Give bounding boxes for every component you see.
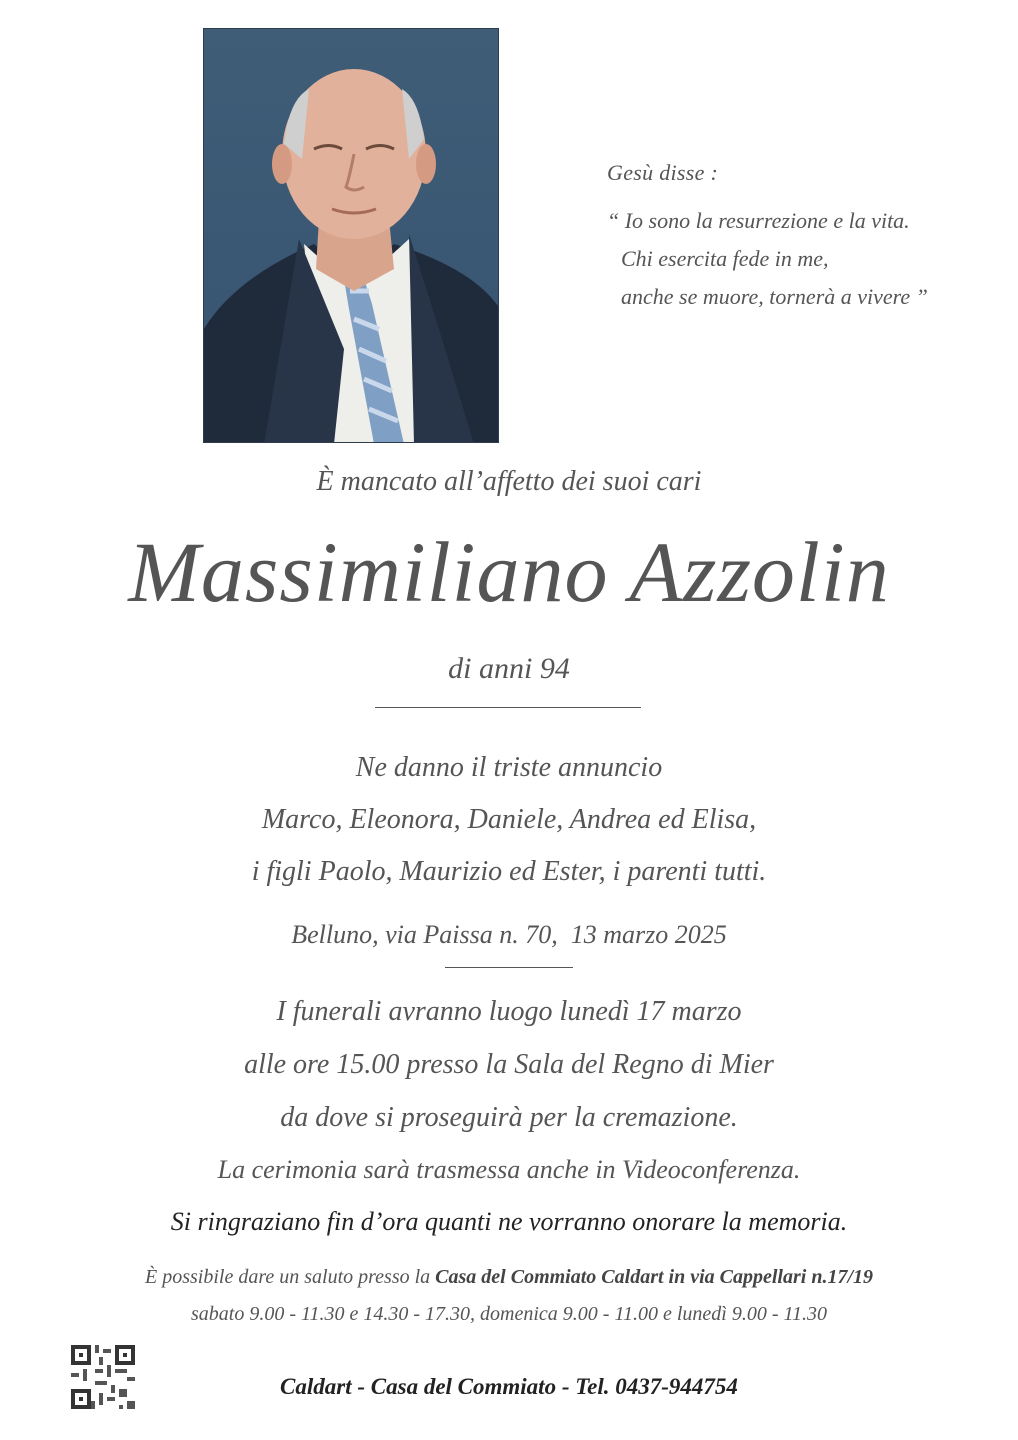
quote-line: “ Io sono la resurrezione e la vita. [607,208,910,233]
funeral-details [0,985,1018,1144]
funeral-line: I funerali avranno luogo lunedì 17 marzo [276,996,742,1027]
visit-prefix: È possibile dare un saluto presso la [144,1266,436,1288]
footer-contact: Caldart - Casa del Commiato - Tel. 0437-944754 [280,1374,738,1399]
funeral-line: da dove si proseguirà per la cremazione. [280,1102,738,1133]
announcement-line: i figli Paolo, Maurizio ed Ester, i parenti tutti. [251,856,767,887]
bible-quote [607,160,997,316]
video-note: La cerimonia sarà trasmessa anche in Videoconferenza. [217,1155,801,1184]
thanks-text: Si ringraziano fin d’ora quanti ne vorranno onorare la memoria. [170,1207,848,1236]
portrait-illustration [204,29,499,443]
visit-location: Casa del Commiato Caldart in via Cappellari n.17/19 [435,1266,873,1288]
quote-line: Chi esercita fede in me, [621,246,829,271]
visit-info [0,1266,1018,1289]
announcement-line: Ne danno il triste annuncio [355,752,663,783]
deceased-age: di anni 94 [448,652,570,685]
quote-line: anche se muore, tornerà a vivere ” [621,284,928,309]
place-date: Belluno, via Paissa n. 70, 13 marzo 2025 [291,920,727,949]
announcement-line: Marco, Eleonora, Daniele, Andrea ed Elisa, [261,804,757,835]
divider [375,707,641,708]
portrait-photo [203,28,499,443]
deceased-name: Massimiliano Azzolin [128,524,890,620]
visit-hours: sabato 9.00 - 11.30 e 14.30 - 17.30, domenica 9.00 - 11.00 e lunedì 9.00 - 11.30 [190,1303,828,1325]
funeral-line: alle ore 15.00 presso la Sala del Regno di Mier [244,1049,774,1080]
announcement [0,742,1018,898]
quote-intro: Gesù disse : [607,160,719,185]
intro-text: È mancato all’affetto dei suoi cari [316,466,702,497]
divider [445,967,573,968]
